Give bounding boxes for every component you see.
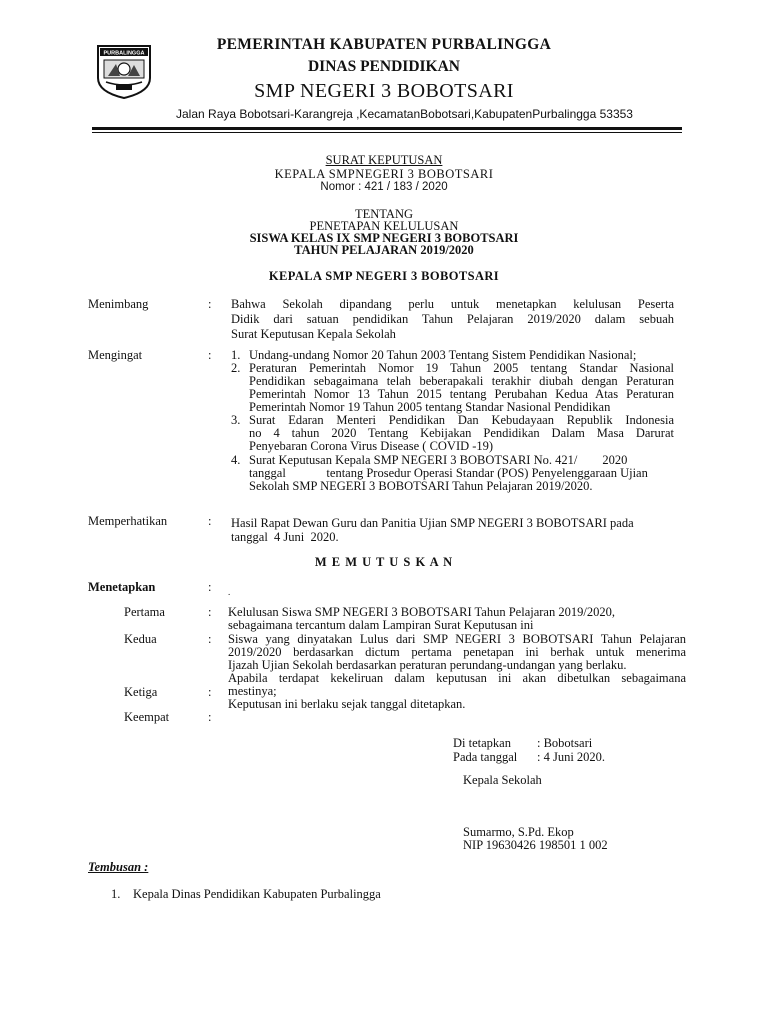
government-title: PEMERINTAH KABUPATEN PURBALINGGA — [216, 36, 552, 53]
decree-number: Nomor : 421 / 183 / 2020 — [320, 181, 448, 193]
memperhatikan-line: Hasil Rapat Dewan Guru dan Panitia Ujian SMP NEGERI 3 BOBOTSARI pada — [231, 516, 634, 530]
decision-line: mestinya; — [228, 684, 277, 698]
signatory-role: Kepala Sekolah — [463, 773, 542, 787]
decree-heading: SURAT KEPUTUSAN — [325, 153, 443, 167]
letterhead-rule-thin — [92, 132, 682, 133]
signatory-name: Sumarmo, S.Pd. Ekop — [463, 825, 574, 839]
tentang-label: TENTANG — [354, 207, 413, 221]
date-label: Pada tanggal — [453, 750, 518, 764]
decision-colon: : — [208, 710, 212, 724]
letterhead-rule-thick — [92, 127, 682, 130]
mengingat-item-line: Surat Edaran Menteri Pendidikan Dan Kebudayaan Republik Indonesia — [249, 413, 674, 427]
subject-line-3: TAHUN PELAJARAN 2019/2020 — [294, 243, 474, 257]
school-name: SMP NEGERI 3 BOBOTSARI — [254, 80, 514, 102]
place-value: : Bobotsari — [537, 736, 593, 750]
menimbang-label: Menimbang — [88, 297, 149, 311]
decision-colon: : — [208, 605, 212, 619]
mengingat-item-line: Penyebaran Corona Virus Disease ( COVID -19) — [249, 439, 494, 453]
subject-line-1: PENETAPAN KELULUSAN — [309, 219, 459, 233]
principal-heading: KEPALA SMP NEGERI 3 BOBOTSARI — [268, 269, 500, 283]
tembusan-item: Kepala Dinas Pendidikan Kabupaten Purbalingga — [133, 887, 381, 901]
mengingat-item-line: Undang-undang Nomor 20 Tahun 2003 Tentang Sistem Pendidikan Nasional; — [249, 348, 637, 362]
mengingat-item-line: Surat Keputusan Kepala SMP NEGERI 3 BOBOTSARI No. 421/ 2020 — [249, 453, 628, 467]
decision-colon: : — [208, 685, 212, 699]
decision-label: Kedua — [124, 632, 157, 646]
menetapkan-colon: : — [208, 580, 212, 594]
decision-label: Ketiga — [124, 685, 158, 699]
decision-line: Apabila terdapat kekeliruan dalam keputusan ini akan dibetulkan sebagaimana — [228, 671, 686, 685]
mengingat-colon: : — [208, 348, 212, 362]
mengingat-label: Mengingat — [88, 348, 143, 362]
menimbang-colon: : — [208, 297, 212, 311]
memperhatikan-line: tanggal 4 Juni 2020. — [231, 530, 339, 544]
decision-colon: : — [208, 632, 212, 646]
decision-line: sebagaimana tercantum dalam Lampiran Surat Keputusan ini — [228, 618, 534, 632]
menimbang-line: Bahwa Sekolah dipandang perlu untuk menetapkan kelulusan Peserta — [231, 297, 674, 311]
decision-line: Kelulusan Siswa SMP NEGERI 3 BOBOTSARI Tahun Pelajaran 2019/2020, — [228, 605, 615, 619]
menetapkan-label: Menetapkan — [88, 580, 156, 594]
tembusan-item-number: 1. — [111, 887, 121, 901]
mengingat-item-line: no 4 tahun 2020 Tentang Kebijakan Pendidikan Dalam Masa Darurat — [249, 426, 674, 440]
signatory-nip: NIP 19630426 198501 1 002 — [463, 838, 608, 852]
mengingat-item-line: Pendidikan sebagaimana telah beberapakali terakhir diubah dengan Peraturan — [249, 374, 674, 388]
decision-label: Keempat — [124, 710, 170, 724]
menetapkan-dot: . — [228, 587, 231, 597]
decision-line: Siswa yang dinyatakan Lulus dari SMP NEGERI 3 BOBOTSARI Tahun Pelajaran — [228, 632, 686, 646]
date-value: : 4 Juni 2020. — [537, 750, 606, 764]
department-title: DINAS PENDIDIKAN — [307, 58, 460, 75]
decision-line: Ijazah Ujian Sekolah berdasarkan peraturan perundang-undangan yang berlaku. — [228, 658, 627, 672]
mengingat-item-line: Sekolah SMP NEGERI 3 BOBOTSARI Tahun Pelajaran 2019/2020. — [249, 479, 593, 493]
mengingat-item-number: 3. — [231, 413, 241, 427]
mengingat-item-line: tanggal tentang Prosedur Operasi Standar (POS) Penyelenggaraan Ujian — [249, 466, 648, 480]
tembusan-label: Tembusan : — [88, 860, 149, 874]
decision-line: 2019/2020 berdasarkan dictum pertama penetapan ini berhak untuk menerima — [228, 645, 686, 659]
mengingat-item-number: 1. — [231, 348, 241, 362]
memutuskan-heading: M E M U T U S K A N — [314, 555, 454, 569]
mengingat-item-number: 4. — [231, 453, 241, 467]
mengingat-item-line: Pemerintah Nomor 13 Tahun 2015 tentang Perubahan Kedua Atas Peraturan — [249, 387, 674, 401]
decree-issuer: KEPALA SMPNEGERI 3 BOBOTSARI — [274, 167, 494, 181]
decision-line: Keputusan ini berlaku sejak tanggal ditetapkan. — [228, 697, 466, 711]
menimbang-line: Surat Keputusan Kepala Sekolah — [231, 327, 396, 341]
memperhatikan-label: Memperhatikan — [88, 514, 168, 528]
mengingat-item-number: 2. — [231, 361, 241, 375]
school-address: Jalan Raya Bobotsari-Karangreja ,KecamatanBobotsari,KabupatenPurbalingga 53353 — [176, 107, 633, 121]
mengingat-item-line: Peraturan Pemerintah Nomor 19 Tahun 2005 tentang Standar Nasional — [249, 361, 674, 375]
subject-line-2: SISWA KELAS IX SMP NEGERI 3 BOBOTSARI — [249, 231, 519, 245]
logo-lettering: PURBALINGGA — [103, 50, 145, 57]
memperhatikan-colon: : — [208, 514, 212, 528]
place-label: Di tetapkan — [453, 736, 511, 750]
decision-label: Pertama — [124, 605, 165, 619]
menimbang-line: Didik dari satuan pendidikan Tahun Pelajaran 2019/2020 dalam sebuah — [231, 312, 674, 326]
mengingat-item-line: Pemerintah Nomor 19 Tahun 2005 tentang Standar Nasional Pendidikan — [249, 400, 611, 414]
